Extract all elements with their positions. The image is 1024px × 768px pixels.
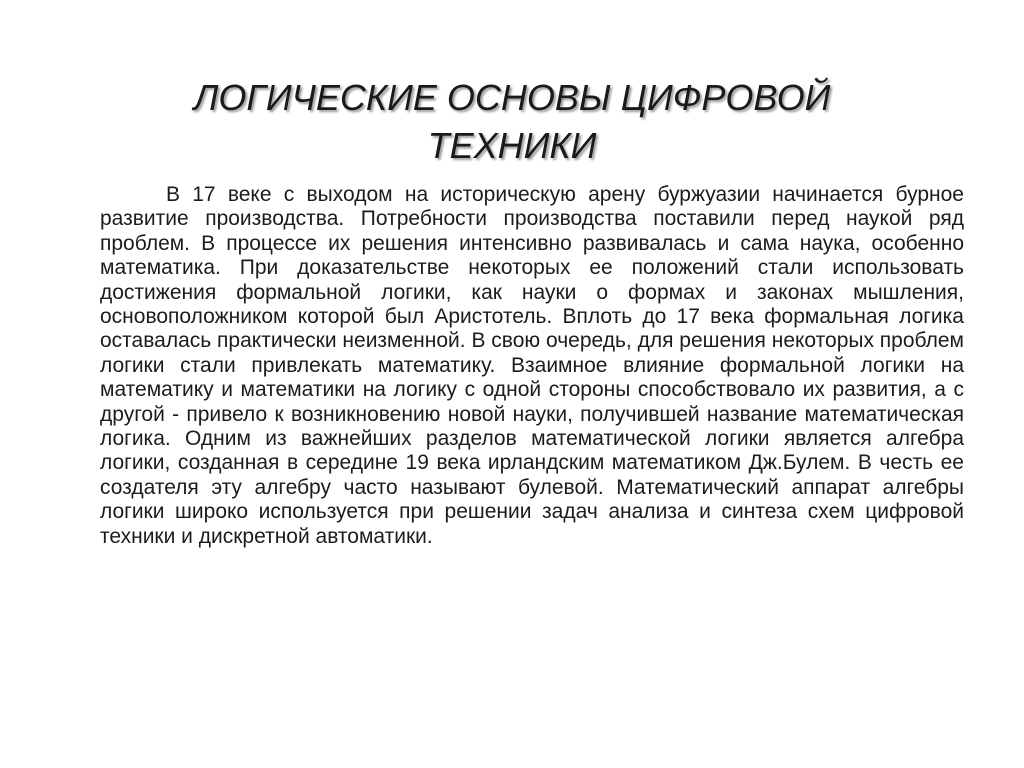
slide-title-line-2: ТЕХНИКИ bbox=[427, 125, 597, 167]
slide-title-line-1: ЛОГИЧЕСКИЕ ОСНОВЫ ЦИФРОВОЙ bbox=[193, 77, 831, 119]
slide-body-paragraph: В 17 веке с выходом на историческую арену буржуазии начинается бурное развитие производства. Потребности производства поставили перед наукой ряд проблем. В процессе их решения интенсивно развивалась и сама наука, особенно математика. При доказательстве некоторых ее положений стали использовать достижения формальной логики, как науки о формах и законах мышления, основоположником которой был Аристотель. Вплоть до 17 века формальная логика оставалась практически неизменной. В свою очередь, для решения некоторых проблем логики стали привлекать математику. Взаимное влияние формальной логики на математику и математики на логику с одной стороны способствовало их развития, а с другой - привело к возникновению новой науки, получившей название математическая логика. Одним из важнейших разделов математической логики является алгебра логики, созданная в середине 19 века ирландским математиком Дж.Булем. В честь ее создателя эту алгебру часто называют булевой. Математический аппарат алгебры логики широко используется при решении задач анализа и синтеза схем цифровой техники и дискретной автоматики. bbox=[100, 183, 964, 548]
slide-title bbox=[100, 74, 924, 170]
